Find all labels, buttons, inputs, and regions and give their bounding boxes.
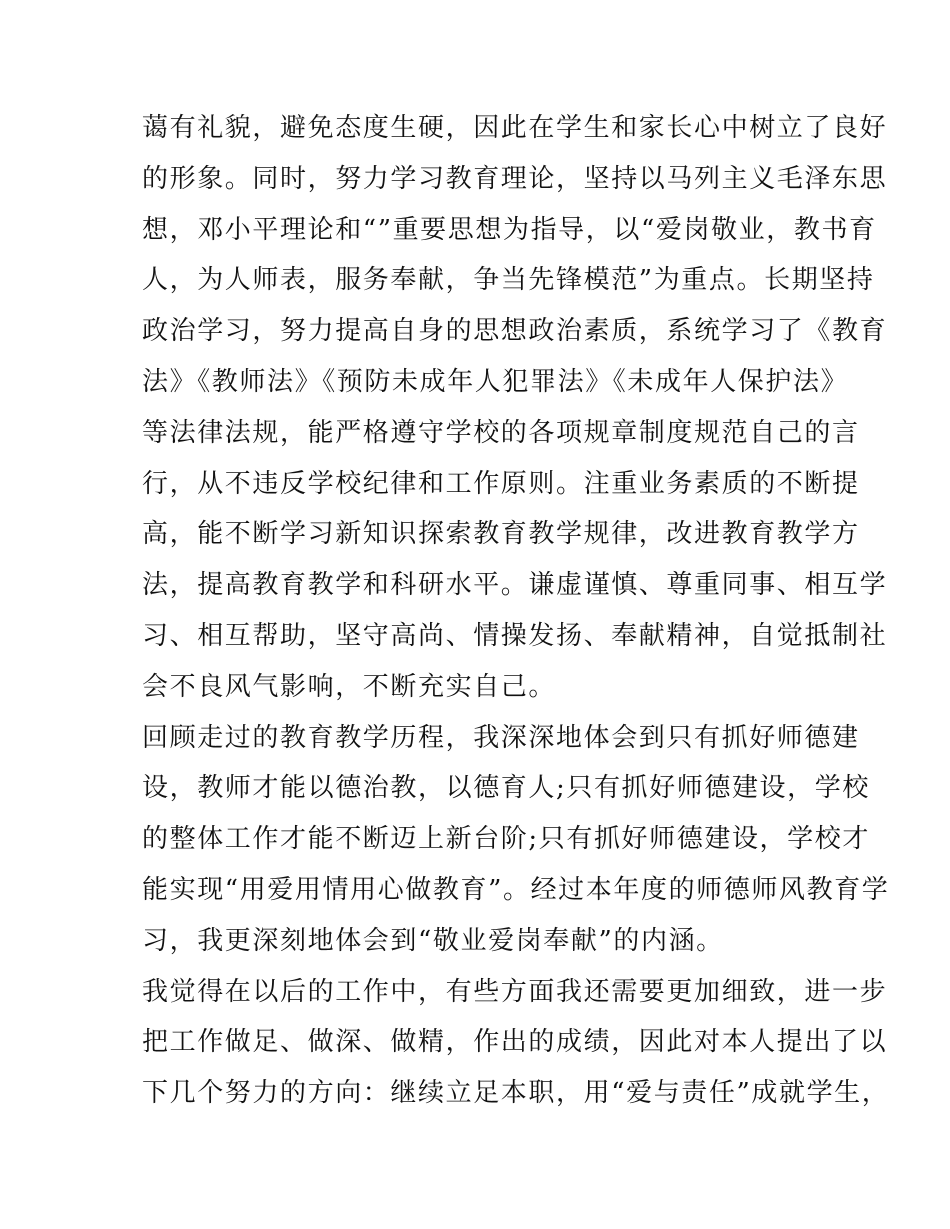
text-line: 下几个努力的方向：继续立足本职，用“爱与责任”成就学生， bbox=[142, 1078, 890, 1109]
text-line: 把工作做足、做深、做精，作出的成绩，因此对本人提出了以 bbox=[142, 1027, 888, 1058]
text-line: 能实现“用爱用情用心做教育”。经过本年度的师德师风教育学 bbox=[142, 874, 890, 905]
text-line: 的整体工作才能不断迈上新台阶;只有抓好师德建设，学校才 bbox=[142, 824, 870, 855]
text-line: 政治学习，努力提高自身的思想政治素质，系统学习了《教育 bbox=[142, 316, 888, 347]
text-line: 行，从不违反学校纪律和工作原则。注重业务素质的不断提 bbox=[142, 468, 860, 499]
text-line: 习、相互帮助，坚守高尚、情操发扬、奉献精神，自觉抵制社 bbox=[142, 620, 888, 651]
text-line: 法，提高教育教学和科研水平。谦虚谨慎、尊重同事、相互学 bbox=[142, 570, 888, 601]
text-line: 蔼有礼貌，避免态度生硬，因此在学生和家长心中树立了良好 bbox=[142, 113, 888, 143]
text-line: 会不良风气影响，不断充实自己。 bbox=[142, 671, 557, 702]
text-line: 高，能不断学习新知识探索教育教学规律，改进教育教学方 bbox=[142, 519, 860, 550]
text-line: 习，我更深刻地体会到“敬业爱岗奉献”的内涵。 bbox=[142, 925, 724, 956]
text-line: 回顾走过的教育教学历程，我深深地体会到只有抓好师德建 bbox=[142, 722, 860, 753]
text-line: 的形象。同时，努力学习教育理论，坚持以马列主义毛泽东思 bbox=[142, 163, 888, 194]
text-line: 想，邓小平理论和“”重要思想为指导，以“爱岗敬业，教书育 bbox=[142, 214, 877, 245]
text-line: 等法律法规，能严格遵守学校的各项规章制度规范自己的言 bbox=[142, 417, 860, 448]
text-line: 法》《教师法》《预防未成年人犯罪法》《未成年人保护法》 bbox=[142, 366, 849, 397]
text-line: 设，教师才能以德治教，以德育人;只有抓好师德建设，学校 bbox=[142, 773, 870, 804]
text-line: 我觉得在以后的工作中，有些方面我还需要更加细致，进一步 bbox=[142, 976, 888, 1007]
text-line: 人，为人师表，服务奉献，争当先锋模范”为重点。长期坚持 bbox=[142, 265, 875, 296]
document-body bbox=[142, 103, 890, 1119]
